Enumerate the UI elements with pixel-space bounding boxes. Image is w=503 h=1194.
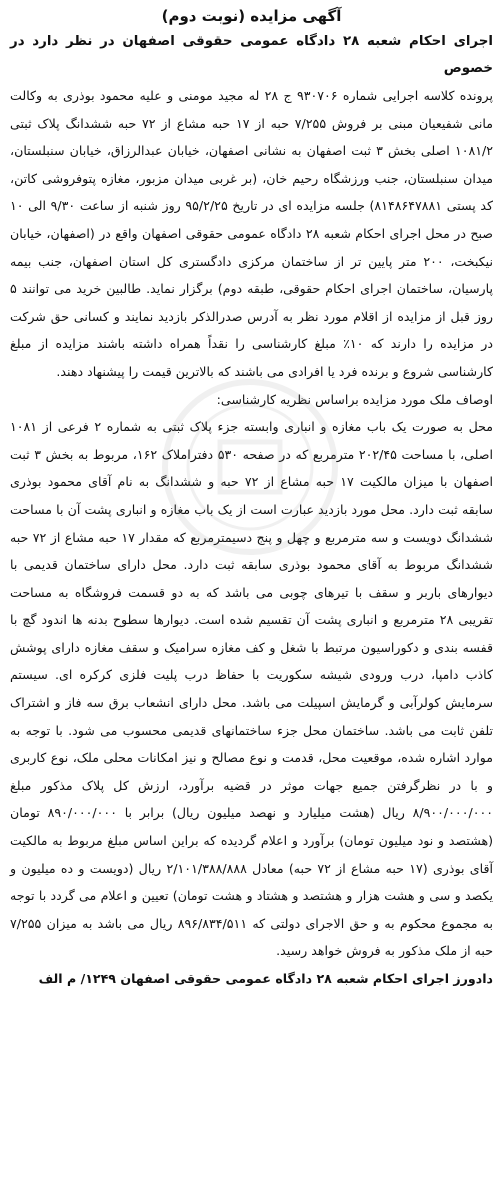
- notice-title: آگهی مزایده (نوبت دوم): [161, 7, 342, 25]
- notice-lead: اجرای احکام شعبه ۲۸ دادگاه عمومی حقوقی اصفهان در نظر دارد در خصوص: [10, 34, 493, 76]
- notice-signature: دادورز اجرای احکام شعبه ۲۸ دادگاه عمومی حقوقی اصفهان ۱۲۴۹/ م الف: [38, 971, 493, 986]
- notice-body: پرونده کلاسه اجرایی شماره ۹۳۰۷۰۶ ج ۲۸ له مجید مومنی و علیه محمود بوذری به وکالت مانی شفیعیان مبنی بر فروش ۷/۲۵۵ حبه از ۱۷ حبه مشاع از ۷۲ حبه ششدانگ پلاک ثبتی ۱۰۸۱/۲ اصلی بخش ۳ ثبت اصفهان به نشانی اصفهان، خیابان عبدالرزاق، خیابان سنبلستان، میدان سنبلستان، جنب ورزشگاه رحیم خان، (بر غربی میدان مزبور، مغازه پتوفروشی کاتن، کد پستی ۸۱۴۸۶۴۷۸۸۱) جلسه مزایده ای در تاریخ ۹۵/۲/۲۵ روز شنبه از ساعت ۹/۳۰ الی ۱۰ صبح در محل اجرای احکام شعبه ۲۸ دادگاه عمومی حقوقی اصفهان واقع در (اصفهان، خیابان نیکبخت، ۲۰۰ متر پایین تر از ساختمان مرکزی دادگستری کل استان اصفهان، جنب بیمه پارسیان، ساختمان اجرای احکام حقوقی، طبقه دوم) برگزار نماید. طالبین خرید می توانند ۵ روز قبل از مزایده از اقلام مورد نظر به آدرس صدرالذکر بازدید نمایند و کسانی حق شرکت در مزایده را دارند که ۱۰٪ مبلغ کارشناسی را نقداً همراه داشته باشند مزایده از مبلغ کارشناسی شروع و برنده فرد یا افرادی می باشند که بالاترین قیمت را پیشنهاد دهند.: [10, 88, 494, 379]
- property-description: محل به صورت یک باب مغازه و انباری وابسته جزء پلاک ثبتی به شماره ۲ فرعی از ۱۰۸۱ اصلی، با مساحت ۲۰۲/۴۵ مترمربع که در صفحه ۵۳۰ دفتراملاک ۱۶۲، مربوط به بخش ۳ ثبت اصفهان با میزان مالکیت ۱۷ حبه مشاع از ۷۲ حبه و ششدانگ به نام آقای محمود بوذری سابقه ثبت دارد. محل مورد بازدید عبارت است از یک باب مغازه و انباری پشت آن با مساحت ششدانگ دویست و سه مترمربع و چهل و پنج دسیمترمربع که مقدار ۱۷ حبه مشاع از ۷۲ حبه ششدانگ مربوط به آقای محمود بوذری سابقه ثبت دارد. محل دارای ساختمان قدیمی با دیوارهای باربر و سقف با تیرهای چوبی می باشد که به دو قسمت فروشگاه به مساحت تقریبی ۲۸ مترمربع و انباری پشت آن تقسیم شده است. دیوارها سطوح بدنه ها اندود گچ با قفسه بندی و دکوراسیون مرتبط با شغل و کف مغازه سرامیک و سقف مغازه دارای پوشش کاذب دامپا، درب ورودی شیشه سکوریت با حفاظ درب پلیت فلزی کرکره ای. سیستم سرمایش کولرآبی و گرمایش اسپیلت می باشد. محل دارای انشعاب برق سه فاز و اشتراک تلفن ثابت می باشد. ساختمان محل جزء ساختمانهای قدیمی محسوب می شود. با توجه به موارد اشاره شده، موقعیت محل، قدمت و نوع مصالح و نیز امکانات محلی ملک، نوع کاربری و با در نظرگرفتن جمیع جهات موثر در قضیه برآورد، ارزش کل پلاک مذکور مبلغ ۸/۹۰۰/۰۰۰/۰۰۰ ریال (هشت میلیارد و نهصد میلیون ریال) برابر با ۸۹۰/۰۰۰/۰۰۰ تومان (هشتصد و نود میلیون تومان) برآورد و اعلام گردیده که براین اساس مبلغ مربوط به مالکیت آقای بوذری (۱۷ حبه مشاع از ۷۲ حبه) معادل ۲/۱۰۱/۳۸۸/۸۸۸ ریال (دویست و ده میلیون و یکصد و سی و هشت هزار و هشتصد و هشتاد و هشت تومان) تعیین و اعلام می گردد با توجه به مجموع محکوم به و حق الاجرای دولتی که ۸۹۶/۸۳۴/۵۱۱ ریال می باشد به میزان ۷/۲۵۵ حبه از ملک مذکور به فروش خواهد رسید.: [10, 419, 494, 959]
- property-description-heading: اوصاف ملک مورد مزایده براساس نظریه کارشناسی:: [216, 391, 493, 407]
